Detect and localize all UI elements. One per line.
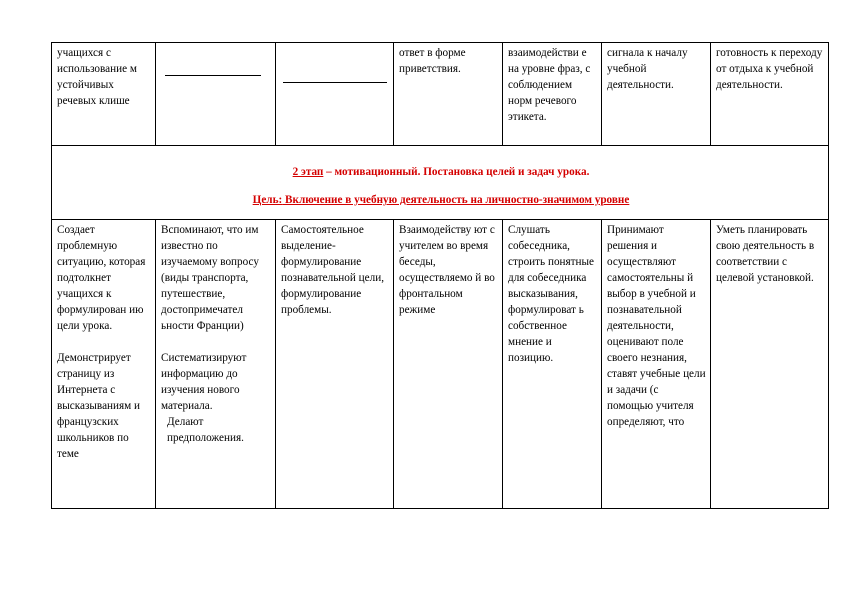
cell-empty-dash — [276, 43, 394, 146]
lesson-plan-table — [51, 42, 829, 509]
stage-title-label: 2 этап — [292, 166, 324, 178]
cell-interaction — [394, 220, 503, 509]
cell-teacher-activity-continued — [52, 43, 156, 146]
cell-text: Самостоятельное выделение-формулирование познавательной цели, формулирование проблемы. — [281, 224, 384, 316]
cell-paragraph: Вспоминают, что им известно по изучаемому вопросу (виды транспорта, путешествие, достопримечател ьности Франции) — [161, 224, 259, 332]
cell-regulative — [602, 220, 711, 509]
cell-text: Принимают решения и осуществляют самостоятельны й выбор в учебной и познавательной деятельности, оценивают поле своего незнания, ставят учебные цели и задачи (с помощью учителя определяют, что — [607, 224, 706, 428]
cell-teacher-activity — [52, 220, 156, 509]
cell-cognitive — [276, 220, 394, 509]
table-row-stage2 — [52, 220, 829, 509]
cell-text: Взаимодейству ют с учителем во время беседы, осуществляемо й во фронтальном режиме — [399, 224, 495, 316]
cell-text: учащихся с использование м устойчивых речевых клише — [57, 47, 137, 107]
stage-title — [57, 164, 825, 180]
cell-interaction-continued — [394, 43, 503, 146]
cell-personal — [711, 220, 829, 509]
cell-paragraph: Систематизируют информацию до изучения нового материала. — [161, 352, 247, 412]
dash-line — [165, 75, 261, 76]
stage-goal-text: Включение в учебную деятельность на личностно-значимом уровне — [282, 194, 630, 206]
cell-paragraph: Создает проблемную ситуацию, которая подтолкнет учащихся к формулирован ию цели урока. — [57, 224, 146, 332]
cell-paragraph: Демонстрирует страницу из Интернета с высказываниям и французских школьников по теме — [57, 352, 141, 460]
cell-text: Слушать собеседника, строить понятные для собеседника высказывания, формулироват ь собственное мнение и позицию. — [508, 224, 595, 364]
cell-empty-dash — [156, 43, 276, 146]
cell-text: сигнала к началу учебной деятельности. — [607, 47, 688, 91]
cell-text: взаимодействи е на уровне фраз, с соблюдением норм речевого этикета. — [508, 47, 591, 123]
cell-student-activity — [156, 220, 276, 509]
table-row-continued — [52, 43, 829, 146]
cell-communicative — [503, 220, 602, 509]
stage-title-text: – мотивационный. Постановка целей и задач урока. — [323, 166, 590, 178]
stage-goal-label: Цель: — [252, 194, 283, 206]
cell-text: ответ в форме приветствия. — [399, 47, 466, 75]
stage-header-row — [52, 146, 829, 220]
cell-text: Уметь планировать свою деятельность в соответствии с целевой установкой. — [716, 224, 815, 284]
cell-paragraph: Делают предположения. — [167, 416, 244, 444]
stage-goal — [57, 192, 825, 208]
cell-regulative-continued — [602, 43, 711, 146]
cell-personal-continued — [711, 43, 829, 146]
dash-line — [283, 82, 387, 83]
cell-communicative-continued — [503, 43, 602, 146]
stage-header-cell — [52, 146, 829, 220]
cell-text: готовность к переходу от отдыха к учебной деятельности. — [716, 47, 823, 91]
